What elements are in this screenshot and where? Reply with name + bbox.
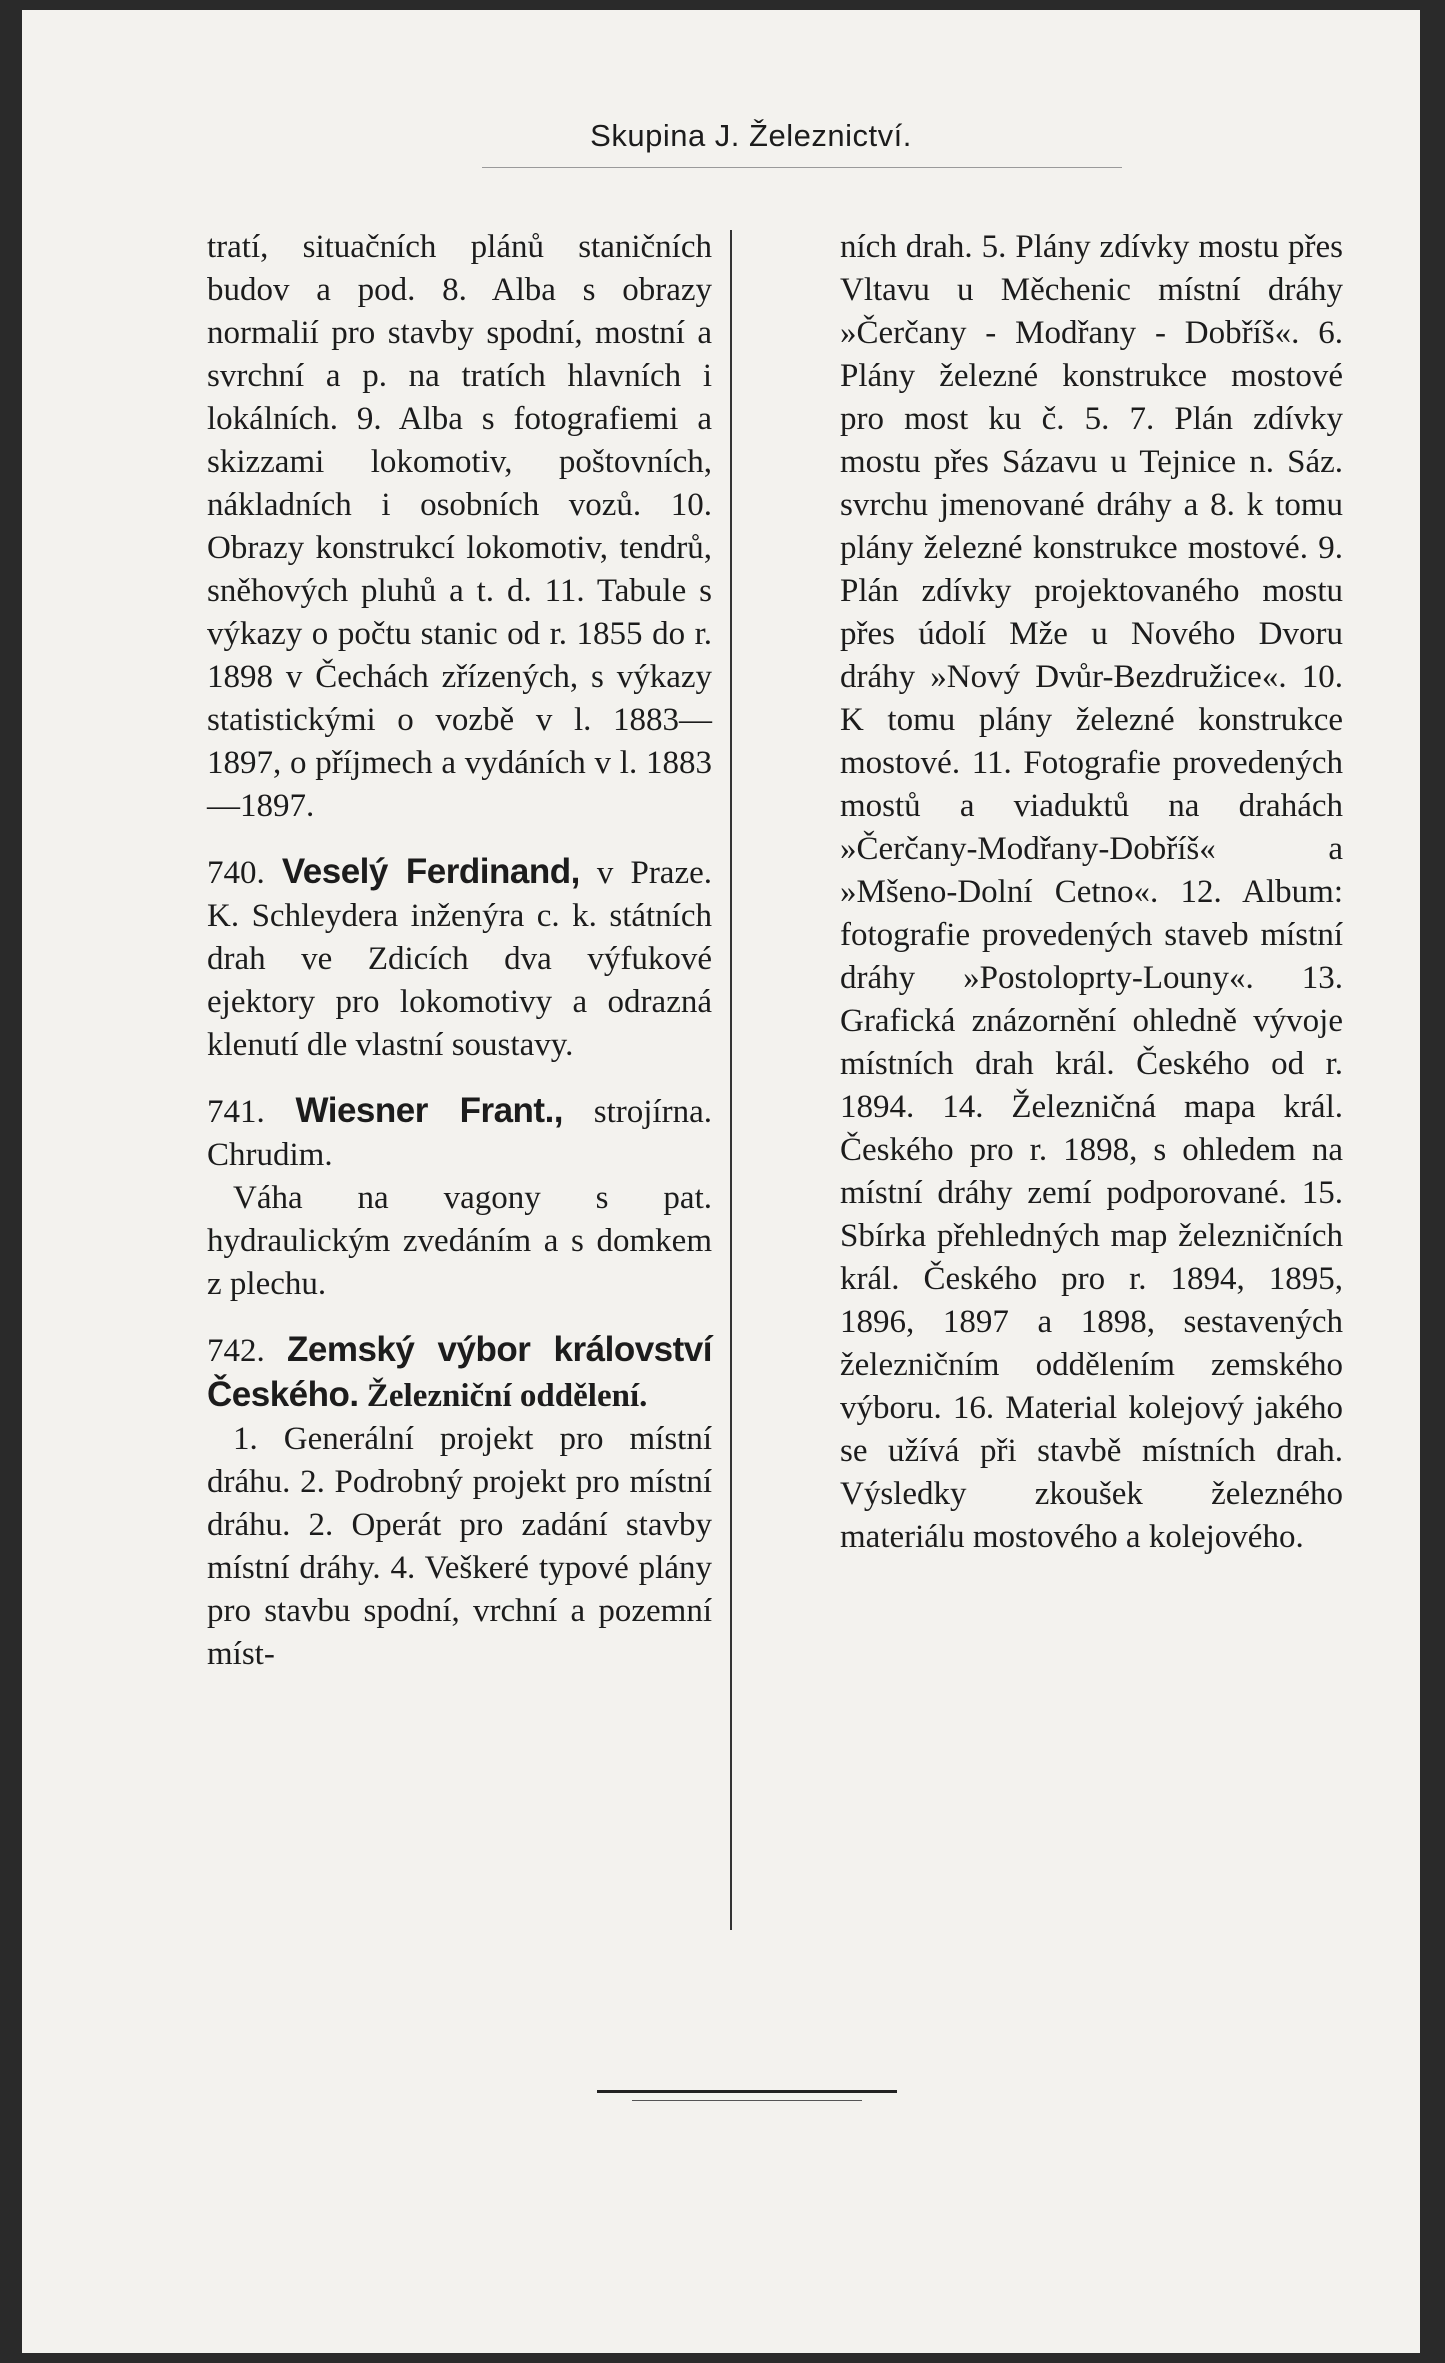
entry-740 xyxy=(207,850,712,1067)
running-header: Skupina J. Železnictví. xyxy=(590,118,912,153)
entry-742 xyxy=(207,1328,712,1418)
entry-number: 740. xyxy=(207,855,265,891)
end-rule-thin xyxy=(632,2100,862,2101)
entry-741-description: Váha na vagony s pat. hydraulickým zvedáním a s domkem z plechu. xyxy=(207,1180,712,1302)
continued-text: tratí, situačních plánů staničních budov a pod. 8. Alba s obrazy normalií pro stavby spodní, mostní a svrchní a p. na tratích hlavních i lokálních. 9. Alba s fotografiemi a skizzami lokomotiv, poštovních, nákladních i osobních vozů. 10. Obrazy konstrukcí lokomotiv, tendrů, sněhových pluhů a t. d. 11. Tabule s výkazy o počtu stanic od r. 1855 do r. 1898 v Čechách zřízených, s výkazy statistickými o vozbě v l. 1883—1897, o příjmech a vydáních v l. 1883—1897. xyxy=(207,229,712,824)
end-rule xyxy=(597,2090,897,2093)
column-divider xyxy=(730,230,732,1930)
entry-text: strojírna. Chrudim. xyxy=(207,1094,712,1173)
exhibitor-name: Veselý Ferdinand, xyxy=(281,852,580,891)
entry-742-description: 1. Generální projekt pro místní dráhu. 2. Podrobný projekt pro místní dráhu. 2. Operát pro zadání stavby místní dráhy. 4. Veškeré typové plány pro stavbu spodní, vrchní a pozemní míst- xyxy=(207,1421,712,1672)
exhibitor-name: Wiesner Frant., xyxy=(295,1091,564,1130)
entry-number: 741. xyxy=(207,1094,265,1130)
entry-department: Železniční oddělení. xyxy=(358,1378,648,1414)
left-column xyxy=(207,226,712,1676)
right-column xyxy=(840,226,1343,1559)
entry-number: 742. xyxy=(207,1333,265,1369)
entry-741 xyxy=(207,1089,712,1177)
right-column-text: ních drah. 5. Plány zdívky mostu přes Vltavu u Měchenic místní dráhy »Čerčany - Modřany - Dobříš«. 6. Plány železné konstrukce mostové pro most ku č. 5. 7. Plán zdívky mostu přes Sázavu u Tejnice n. Sáz. svrchu jmenované dráhy a 8. k tomu plány železné konstrukce mostové. 9. Plán zdívky projektovaného mostu přes údolí Mže u Nového Dvoru dráhy »Nový Dvůr-Bezdružice«. 10. K tomu plány železné konstrukce mostové. 11. Fotografie provedených mostů a viaduktů na drahách »Čerčany-Modřany-Dobříš« a »Mšeno-Dolní Cetno«. 12. Album: fotografie provedených staveb místní dráhy »Postoloprty-Louny«. 13. Grafická znázornění ohledně vývoje místních drah král. Českého od r. 1894. 14. Železničná mapa král. Českého pro r. 1898, s ohledem na místní dráhy zemí podporované. 15. Sbírka přehledných map železničních král. Českého pro r. 1894, 1895, 1896, 1897 a 1898, sestavených železničním oddělením zemského výboru. 16. Material kolejový jakého se užívá při stavbě místních drah. Výsledky zkoušek železného materiálu mostového a kolejového. xyxy=(840,229,1343,1555)
entry-text: v Praze. K. Schleydera inženýra c. k. státních drah ve Zdicích dva výfukové ejektory pro lokomotivy a odrazná klenutí dle vlastní soustavy. xyxy=(207,855,712,1063)
header-rule xyxy=(482,167,1122,168)
page xyxy=(22,10,1420,2353)
exhibitor-name: Zemský výbor království Českého. xyxy=(207,1330,712,1414)
